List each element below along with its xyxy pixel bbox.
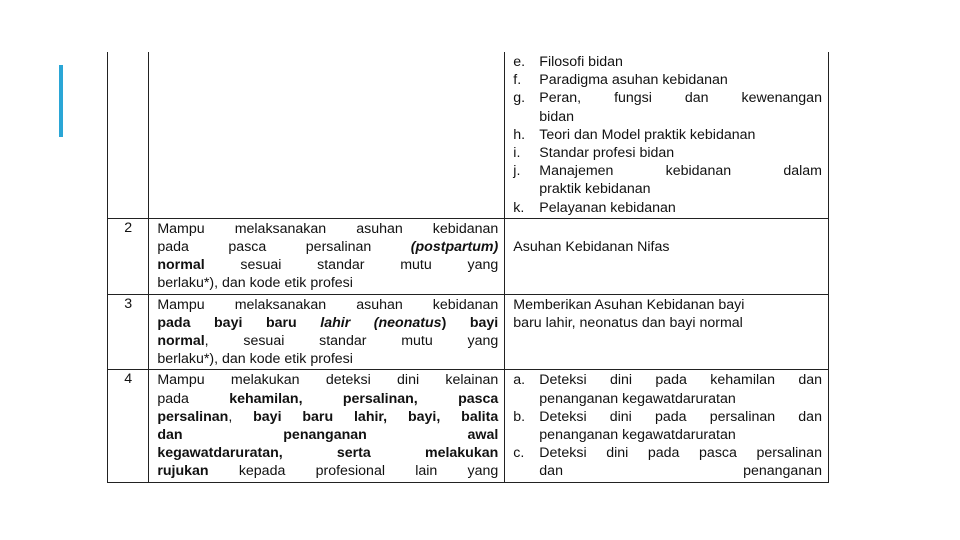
list-text (539, 126, 822, 144)
word (655, 371, 687, 389)
word (266, 314, 297, 332)
word (239, 462, 286, 480)
text-segment: dan (798, 408, 822, 425)
text-line (539, 371, 822, 389)
text-segment: , (204, 333, 209, 350)
text-segment: yang (467, 333, 499, 350)
word (317, 256, 364, 274)
competency-cell (149, 218, 505, 294)
text-segment: melaksanakan (234, 220, 327, 237)
word (319, 332, 366, 350)
word (157, 462, 208, 480)
text-segment: dini (609, 408, 632, 425)
text-line (539, 126, 822, 144)
text-segment: balita (461, 408, 499, 425)
accent-bar (59, 65, 63, 137)
word (157, 220, 204, 238)
word (467, 256, 498, 274)
word (710, 371, 775, 389)
text-segment: kebidanan (432, 220, 499, 237)
text-segment: Peran, (539, 90, 582, 107)
word (433, 296, 498, 314)
text-line (157, 220, 498, 238)
text-line (157, 274, 498, 292)
word (253, 408, 281, 426)
word (356, 296, 403, 314)
text-segment: bayi (469, 314, 499, 331)
text-line (539, 108, 822, 126)
text-line (539, 199, 822, 217)
text-line (539, 53, 822, 71)
word (157, 408, 232, 426)
word (316, 462, 385, 480)
word (415, 462, 437, 480)
word (157, 371, 204, 389)
competency-cell (149, 370, 505, 482)
word (243, 332, 284, 350)
text-segment: profesional (315, 463, 385, 480)
text-segment: awal (467, 427, 499, 444)
word (356, 220, 403, 238)
text-segment: lain (415, 463, 438, 480)
word (157, 332, 208, 350)
text-line (157, 462, 498, 480)
word (539, 371, 586, 389)
text-segment: kebidanan (432, 296, 499, 313)
word (229, 390, 302, 408)
text-segment: penanganan kegawatdaruratan (539, 427, 736, 444)
list-marker: f. (513, 72, 522, 89)
table-row (108, 294, 829, 370)
text-line (157, 444, 498, 462)
row-number: 2 (108, 218, 149, 294)
text-segment: Manajemen (539, 163, 614, 180)
text-segment: fungsi (614, 90, 652, 107)
table-row (108, 370, 829, 482)
word (157, 390, 189, 408)
word (240, 256, 281, 274)
text-segment: pada (157, 390, 189, 407)
list-text (539, 371, 822, 407)
table-row (108, 218, 829, 294)
list-marker: b. (513, 408, 526, 425)
list-marker: i. (513, 145, 521, 162)
text-segment: normal (157, 257, 205, 274)
text-segment: pada (157, 314, 191, 331)
list-text (539, 89, 822, 125)
word (374, 314, 447, 332)
text-segment: melakukan (424, 445, 499, 462)
text-line (157, 332, 498, 350)
word (235, 296, 327, 314)
word (539, 162, 613, 180)
text-segment: penanganan kegawatdaruratan (539, 390, 736, 407)
text-segment: kebidanan (665, 163, 732, 180)
word (401, 332, 433, 350)
word (408, 408, 440, 426)
text-segment: pada (654, 408, 687, 425)
word (302, 408, 333, 426)
text-segment: persalinan (305, 239, 372, 256)
text-segment: pada (655, 372, 687, 389)
word (610, 408, 632, 426)
text-line (539, 390, 822, 408)
text-segment: persalinan, (342, 390, 418, 407)
list-text (539, 408, 822, 444)
row-number (108, 52, 149, 218)
list-text (539, 444, 822, 480)
list-item (513, 408, 822, 444)
competency-cell (149, 294, 505, 370)
list-item (513, 71, 822, 89)
text-segment: pada (647, 445, 680, 462)
text-segment: melaksanakan (234, 296, 327, 313)
text-line (539, 462, 822, 480)
word (655, 408, 687, 426)
text-segment: dini (397, 372, 420, 389)
word (468, 332, 499, 350)
text-segment: lahir, (353, 408, 388, 425)
word (470, 314, 498, 332)
text-segment: kehamilan (710, 372, 775, 389)
content-line (513, 220, 822, 238)
word (425, 444, 498, 462)
list-item (513, 199, 822, 217)
text-line (539, 162, 822, 180)
text-segment: baru (302, 408, 334, 425)
list-marker: e. (513, 54, 526, 70)
word (458, 390, 498, 408)
word (231, 371, 300, 389)
list-marker: a. (513, 372, 526, 389)
text-segment: , (228, 408, 233, 425)
text-segment: rujukan (157, 463, 209, 480)
word (411, 238, 498, 256)
text-line (157, 408, 498, 426)
text-segment: normal (157, 333, 205, 350)
competency-table (107, 52, 829, 483)
text-segment: Filosofi bidan (539, 54, 623, 70)
word (539, 89, 581, 107)
word (468, 462, 499, 480)
text-segment: (neonatus (373, 314, 442, 331)
text-line (157, 314, 498, 332)
word (235, 220, 327, 238)
word (742, 89, 822, 107)
text-segment: sesuai (240, 257, 282, 274)
list-item (513, 126, 822, 144)
list-marker: c. (513, 445, 525, 462)
text-segment: Teori dan Model praktik kebidanan (539, 126, 756, 143)
text-segment: yang (467, 257, 499, 274)
text-line (539, 180, 822, 198)
text-segment: berlaku*), dan kode etik profesi (157, 351, 353, 368)
text-segment: kehamilan, (229, 390, 303, 407)
text-segment: bayi, (407, 408, 441, 425)
text-segment: pasca (458, 390, 499, 407)
text-segment: dan (798, 372, 822, 389)
word (320, 314, 350, 332)
word (666, 162, 731, 180)
word (433, 220, 498, 238)
text-segment: asuhan (356, 296, 403, 313)
table-row (108, 52, 829, 218)
text-segment: kepada (238, 463, 286, 480)
text-segment: baru (265, 314, 297, 331)
text-segment: kegawatdaruratan, (157, 445, 283, 462)
text-segment: standar (319, 333, 367, 350)
word (326, 371, 371, 389)
word (539, 462, 563, 480)
word (539, 408, 586, 426)
word (685, 89, 709, 107)
text-line (157, 256, 498, 274)
text-line (157, 390, 498, 408)
text-segment: yang (467, 463, 499, 480)
text-segment: praktik kebidanan (539, 181, 651, 198)
text-line (157, 371, 498, 389)
list-item (513, 53, 822, 71)
text-segment: Mampu (157, 372, 205, 389)
text-segment: dini (606, 445, 629, 462)
word (648, 444, 680, 462)
content-cell (505, 370, 829, 482)
text-segment: dan (684, 90, 709, 107)
text-segment: asuhan (356, 220, 403, 237)
text-segment: pada (157, 239, 189, 256)
word (400, 256, 432, 274)
word (157, 256, 204, 274)
text-segment: Mampu (157, 220, 205, 237)
text-line (157, 426, 498, 444)
content-line: Asuhan Kebidanan Nifas (513, 239, 670, 256)
text-segment: Deteksi (539, 445, 587, 462)
text-segment: pasca (699, 445, 737, 462)
text-line (539, 71, 822, 89)
text-segment: mutu (401, 333, 433, 350)
text-segment: Deteksi (539, 408, 587, 425)
word (606, 444, 628, 462)
list-item (513, 89, 822, 125)
word (157, 426, 182, 444)
list-marker: k. (513, 199, 525, 216)
text-segment: Mampu (157, 296, 205, 313)
word (539, 444, 586, 462)
word (306, 238, 371, 256)
word (157, 444, 282, 462)
text-segment: dan (539, 463, 563, 480)
text-segment: penanganan (283, 427, 367, 444)
row-number: 4 (108, 370, 149, 482)
word (397, 371, 419, 389)
list-text (539, 53, 822, 71)
text-line (157, 296, 498, 314)
text-segment: serta (336, 445, 371, 462)
competency-cell (149, 52, 505, 218)
word (614, 89, 652, 107)
text-line (157, 238, 498, 256)
text-segment: mutu (400, 257, 432, 274)
word (699, 444, 737, 462)
content-line: Memberikan Asuhan Kebidanan bayi (513, 296, 745, 313)
word (610, 371, 632, 389)
text-segment: sesuai (243, 333, 285, 350)
list-text (539, 144, 822, 162)
text-segment: pasca (228, 239, 267, 256)
word (445, 371, 498, 389)
text-segment: dini (609, 372, 633, 389)
text-segment: Pelayanan kebidanan (539, 199, 676, 216)
text-line (539, 444, 822, 462)
text-segment: kelainan (445, 372, 499, 389)
text-segment: persalinan (157, 408, 229, 425)
list-marker: j. (513, 163, 521, 180)
list-text (539, 71, 822, 89)
text-segment: ) (441, 314, 447, 331)
word (354, 408, 387, 426)
text-segment: berlaku*), dan kode etik profesi (157, 275, 353, 292)
row-number: 3 (108, 294, 149, 370)
text-segment: penanganan (743, 463, 822, 480)
text-segment: bayi (214, 314, 243, 331)
text-segment: Deteksi (539, 372, 587, 389)
text-segment: deteksi (325, 372, 371, 389)
list-item (513, 371, 822, 407)
content-cell (505, 218, 829, 294)
list-item (513, 444, 822, 480)
word (468, 426, 499, 444)
word (783, 162, 822, 180)
text-segment: (postpartum) (410, 239, 499, 256)
text-line (539, 89, 822, 107)
word (157, 314, 190, 332)
list-text (539, 199, 822, 217)
text-segment: standar (317, 257, 365, 274)
word (461, 408, 498, 426)
text-line (157, 350, 498, 368)
text-segment: dan (157, 427, 183, 444)
text-line (539, 426, 822, 444)
text-segment: melakukan (230, 372, 300, 389)
word (228, 238, 266, 256)
text-segment: Paradigma asuhan kebidanan (539, 72, 728, 89)
text-segment: persalinan (756, 445, 822, 462)
word (157, 238, 189, 256)
list-marker: h. (513, 126, 526, 143)
text-line (539, 408, 822, 426)
word (798, 371, 822, 389)
word (757, 444, 822, 462)
content-line: baru lahir, neonatus dan bayi normal (513, 314, 743, 331)
word (214, 314, 242, 332)
word (798, 408, 822, 426)
text-line (539, 144, 822, 162)
word (337, 444, 371, 462)
list-item (513, 144, 822, 162)
text-segment: kewenangan (741, 90, 822, 107)
list-text (539, 162, 822, 198)
word (157, 296, 204, 314)
text-segment: bayi (253, 408, 282, 425)
text-segment: persalinan (709, 408, 776, 425)
word (343, 390, 418, 408)
list-item (513, 162, 822, 198)
list-marker: g. (513, 90, 526, 107)
word (283, 426, 367, 444)
text-segment: bidan (539, 108, 575, 125)
text-segment: dalam (783, 163, 822, 180)
text-segment: Standar profesi bidan (539, 145, 675, 162)
word (743, 462, 822, 480)
text-segment: lahir (320, 314, 351, 331)
word (710, 408, 775, 426)
content-cell (505, 294, 829, 370)
content-cell (505, 52, 829, 218)
